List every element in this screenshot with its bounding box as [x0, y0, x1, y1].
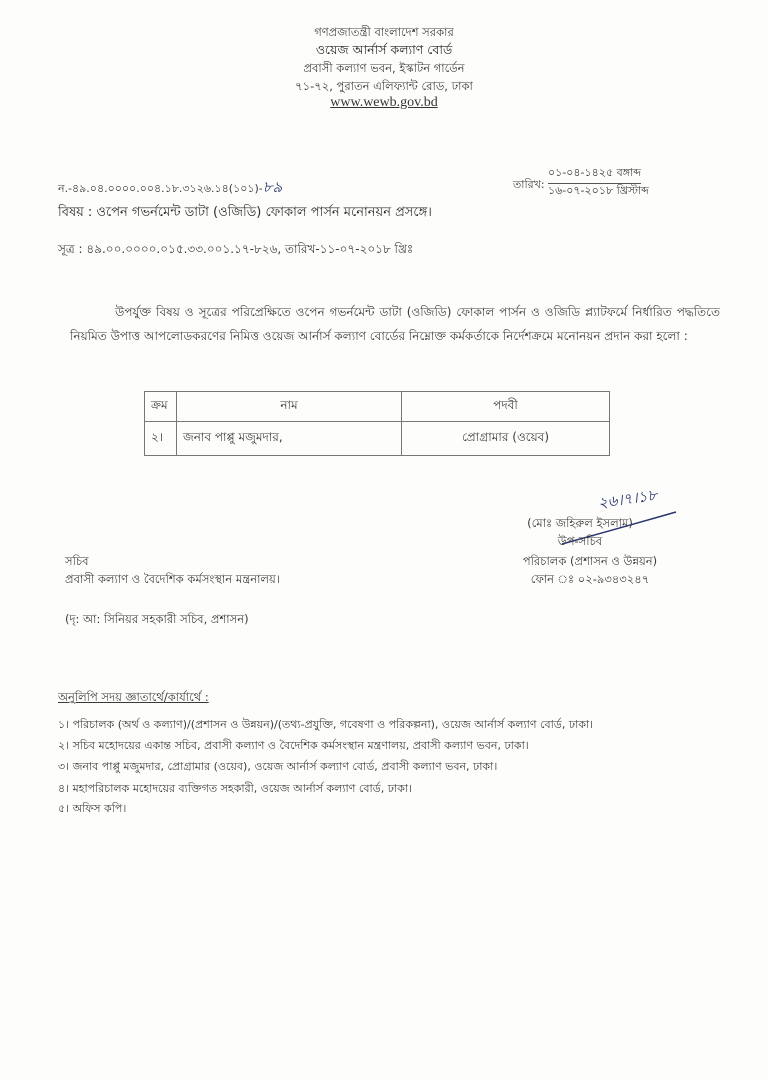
reference-line: সূত্র : ৪৯.০০.০০০০.০১৫.৩৩.০০১.১৭-৮২৬, তারিখ-১১-০৭-২০১৮ খ্রিঃ: [58, 242, 414, 256]
government-name: গণপ্রজাতন্ত্রী বাংলাদেশ সরকার: [314, 25, 454, 39]
header-serial: ক্রম: [145, 392, 177, 422]
signatory-phone: ফোন ঃ ০২-৯৩৪৩২৪৭: [530, 572, 650, 586]
signatory-rank: উপ-সচিব: [557, 534, 603, 548]
copy-item: ২। সচিব মহোদয়ের একান্ত সচিব, প্রবাসী কল্যাণ ও বৈদেশিক কর্মসংস্থান মন্ত্রণালয়, প্রবাসী কল্যাণ ভবন, ঢাকা।: [58, 739, 529, 752]
signatory-designation: পরিচালক (প্রশাসন ও উন্নয়ন): [522, 554, 658, 568]
recipient-title: সচিব: [65, 554, 89, 568]
signatory-name: (মোঃ জহিরুল ইসলাম): [527, 516, 633, 530]
header-designation: পদবী: [402, 392, 610, 422]
memo-number-handwritten: ৮৯: [262, 178, 283, 196]
cell-serial: ২।: [145, 422, 177, 456]
website-link[interactable]: www.wewb.gov.bd: [330, 95, 438, 110]
body-paragraph: উপর্যুক্ত বিষয় ও সূত্রের পরিপ্রেক্ষিতে ওপেন গভর্নমেন্ট ডাটা (ওজিডি) ফোকাল পার্সন ও ওজিডি প্ল্যাটফর্মে নির্ধারিত পদ্ধতিতে নিয়মিত উপাত্ত আপলোডকরণের নিমিত্ত ওয়েজ আর্নার্স কল্যাণ বোর্ডের নিম্নোক্ত কর্মকর্তাকে নির্দেশক্রমে মনোনয়ন প্রদান করা হলো :: [70, 305, 720, 343]
memo-number: [58, 176, 282, 201]
signature-handwritten: ২৬।৭।১৮: [596, 485, 659, 513]
organization-name: ওয়েজ আর্নার্স কল্যাণ বোর্ড: [315, 42, 453, 57]
date-bangla: ০১-০৪-১৪২৫ বঙ্গাব্দ: [548, 164, 641, 184]
cell-designation: প্রোগ্রামার (ওয়েব): [402, 422, 610, 456]
cell-name: জনাব পাপ্পু মজুমদার,: [177, 422, 402, 456]
memo-number-text: ন.-৪৯.০৪.০০০০.০০৪.১৮.৩১২৬.১৪(১০১)-: [58, 182, 263, 195]
header-name: নাম: [177, 392, 402, 422]
website-row: [0, 95, 768, 111]
copy-item: ৪। মহাপরিচালক মহোদয়ের ব্যক্তিগত সহকারী, ওয়েজ আর্নার্স কল্যাণ বোর্ড, ঢাকা।: [58, 782, 412, 795]
copy-item: ১। পরিচালক (অর্থ ও কল্যাণ)/(প্রশাসন ও উন্নয়ন)/(তথ্য-প্রযুক্তি, গবেষণা ও পরিকল্পনা), ওয়েজ আর্নার্স কল্যাণ বোর্ড, ঢাকা।: [58, 718, 594, 731]
copies-heading: অনুলিপি সদয় জ্ঞাতার্থে/কার্যার্থে :: [58, 690, 209, 704]
nominee-table: [144, 391, 610, 456]
street-address: ৭১-৭২, পুরাতন এলিফ্যান্ট রোড, ঢাকা: [295, 79, 473, 93]
table-header-row: [145, 392, 610, 422]
date-label: তারিখ:: [513, 178, 545, 191]
recipient-ministry: প্রবাসী কল্যাণ ও বৈদেশিক কর্মসংস্থান মন্ত্রনালয়।: [65, 572, 280, 586]
building-address: প্রবাসী কল্যাণ ভবন, ইস্কাটন গার্ডেন: [303, 61, 465, 75]
subject-line: বিষয় : ওপেন গভর্নমেন্ট ডাটা (ওজিডি) ফোকাল পার্সন মনোনয়ন প্রসঙ্গে।: [58, 205, 432, 220]
recipient-attention: (দৃ: আ: সিনিয়র সহকারী সচিব, প্রশাসন): [65, 612, 249, 626]
table-row: [145, 422, 610, 456]
date-gregorian: ১৬-০৭-২০১৮ খ্রিস্টাব্দ: [548, 184, 649, 197]
copy-item: ৫। অফিস কপি।: [58, 802, 127, 815]
copy-item: ৩। জনাব পাপ্পু মজুমদার, প্রোগ্রামার (ওয়েব), ওয়েজ আর্নার্স কল্যাণ বোর্ড, প্রবাসী কল্যাণ ভবন, ঢাকা।: [58, 760, 498, 773]
